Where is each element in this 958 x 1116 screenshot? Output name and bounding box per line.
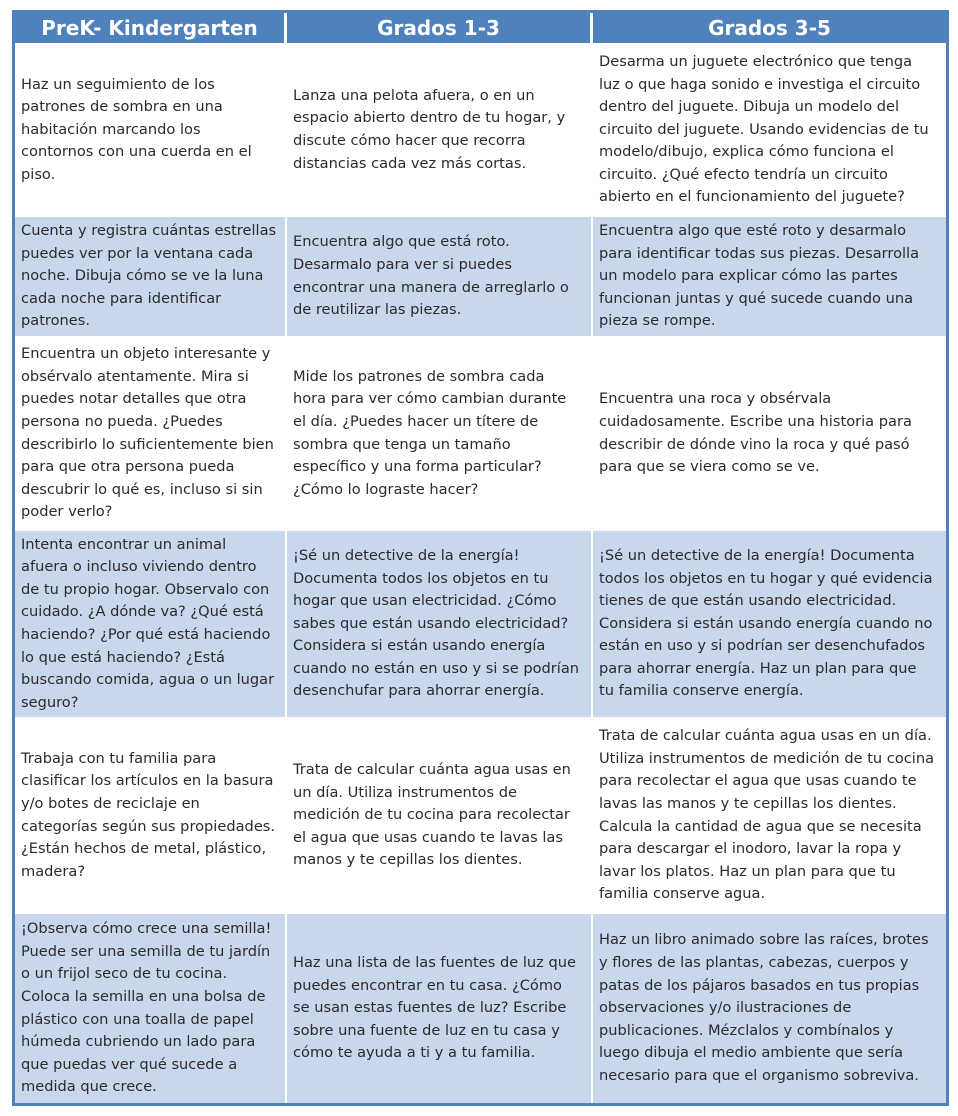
cell-text: Haz un seguimiento de los patrones de sombra en una habitación marcando los contornos con una cuerda en el piso.	[21, 75, 252, 183]
table-cell	[15, 45, 287, 215]
table-row	[15, 215, 946, 336]
table-cell	[593, 531, 946, 717]
table-cell	[287, 217, 593, 336]
table-row	[15, 912, 946, 1103]
table-cell	[15, 338, 287, 529]
table-cell	[593, 914, 946, 1103]
table-cell	[287, 914, 593, 1103]
cell-text: Mide los patrones de sombra cada hora para ver cómo cambian durante el día. ¿Puedes hacer un títere de sombra que tenga un tamaño específico y una forma particular? ¿Cómo lo lograste hacer?	[293, 367, 567, 498]
table-row	[15, 336, 946, 529]
cell-text: Haz un libro animado sobre las raíces, brotes y flores de las plantas, cabezas, cuerpos y patas de los pájaros basados en tus propias observaciones y/o ilustraciones de publicaciones. Mézclalos y combínalos y luego dibuja el medio ambiente que sería necesario para que el organismo sobreviva.	[599, 931, 929, 1084]
table-cell	[15, 531, 287, 717]
cell-text: Trata de calcular cuánta agua usas en un día. Utiliza instrumentos de medición de tu cocina para recolectar el agua que usas cuando te lavas las manos y te cepillas los dientes.	[293, 761, 571, 869]
cell-text: Encuentra una roca y obsérvala cuidadosamente. Escribe una historia para describir de dónde vino la roca y qué pasó para que se viera como se ve.	[599, 390, 912, 476]
table-cell	[15, 719, 287, 912]
table-cell	[593, 217, 946, 336]
cell-text: ¡Sé un detective de la energía! Documenta todos los objetos en tu hogar y qué evidencia tienes de que están usando electricidad. Considera si están usando energía cuando no están en uso y si podrían ser desenchufados para ahorrar energía. Haz un plan para que tu familia conserve energía.	[599, 546, 933, 700]
header-prek-kindergarten: PreK- Kindergarten	[15, 13, 287, 43]
header-grados-1-3: Grados 1-3	[287, 13, 593, 43]
table-cell	[593, 45, 946, 215]
table-cell	[287, 338, 593, 529]
cell-text: ¡Observa cómo crece una semilla! Puede ser una semilla de tu jardín o un frijol seco de tu cocina. Coloca la semilla en una bolsa de plástico con una toalla de papel húmeda cubriendo un lado para que puedas ver qué sucede a medida que crece.	[21, 920, 272, 1096]
cell-text: Encuentra un objeto interesante y obsérvalo atentamente. Mira si puedes notar detalles que otra persona no pueda. ¿Puedes describirlo lo suficientemente bien para que otra persona pueda descubrir lo qué es, incluso si sin poder verlo?	[21, 345, 274, 521]
table-cell	[15, 217, 287, 336]
table-cell	[287, 531, 593, 717]
table-cell	[15, 914, 287, 1103]
cell-text: Desarma un juguete electrónico que tenga luz o que haga sonido e investiga el circuito dentro del juguete. Dibuja un modelo del circuito del juguete. Usando evidencias de tu modelo/dibujo, explica cómo funciona el circuito. ¿Qué efecto tendría un circuito abierto en el funcionamiento del juguete?	[599, 52, 929, 206]
table-header	[15, 13, 946, 43]
cell-text: Cuenta y registra cuántas estrellas puedes ver por la ventana cada noche. Dibuja cómo se ve la luna cada noche para identificar patrones.	[21, 222, 277, 330]
activities-table	[12, 10, 949, 1106]
header-grados-3-5: Grados 3-5	[708, 16, 831, 40]
table-cell	[593, 338, 946, 529]
cell-text: Encuentra algo que esté roto y desarmalo para identificar todas sus piezas. Desarrolla un modelo para explicar cómo las partes funcionan juntas y qué sucede cuando una pieza se rompe.	[599, 222, 920, 330]
table-row	[15, 529, 946, 717]
cell-text: Trabaja con tu familia para clasificar los artículos en la basura y/o botes de reciclaje en categorías según sus propiedades. ¿Están hechos de metal, plástico, madera?	[21, 749, 276, 880]
table-cell	[593, 719, 946, 912]
table-cell	[287, 719, 593, 912]
table-cell	[287, 45, 593, 215]
cell-text: Lanza una pelota afuera, o en un espacio abierto dentro de tu hogar, y discute cómo hacer que recorra distancias cada vez más cortas.	[293, 86, 566, 172]
cell-text: Intenta encontrar un animal afuera o incluso viviendo dentro de tu propio hogar. Observalo con cuidado. ¿A dónde va? ¿Qué está haciendo? ¿Por qué está haciendo lo que está haciendo? ¿Está buscando comida, agua o un lugar seguro?	[21, 535, 275, 711]
cell-text: Encuentra algo que está roto. Desarmalo para ver si puedes encontrar una manera de arreglarlo o de reutilizar las piezas.	[293, 233, 569, 319]
table-row	[15, 43, 946, 215]
table-row	[15, 717, 946, 912]
cell-text: Haz una lista de las fuentes de luz que puedes encontrar en tu casa. ¿Cómo se usan estas fuentes de luz? Escribe sobre una fuente de luz en tu casa y cómo te ayuda a ti y a tu familia.	[293, 954, 576, 1062]
cell-text: ¡Sé un detective de la energía! Documenta todos los objetos en tu hogar que usan electricidad. ¿Cómo sabes que están usando electricidad? Considera si están usando energía cuando no están en uso y si se podrían desenchufar para ahorrar energía.	[293, 546, 580, 700]
cell-text: Trata de calcular cuánta agua usas en un día. Utiliza instrumentos de medición de tu cocina para recolectar el agua que usas cuando te lavas las manos y te cepillas los dientes. Calcula la cantidad de agua que se necesita para descargar el inodoro, lavar la ropa y lavar los platos. Haz un plan para que tu familia conserve agua.	[599, 727, 935, 903]
